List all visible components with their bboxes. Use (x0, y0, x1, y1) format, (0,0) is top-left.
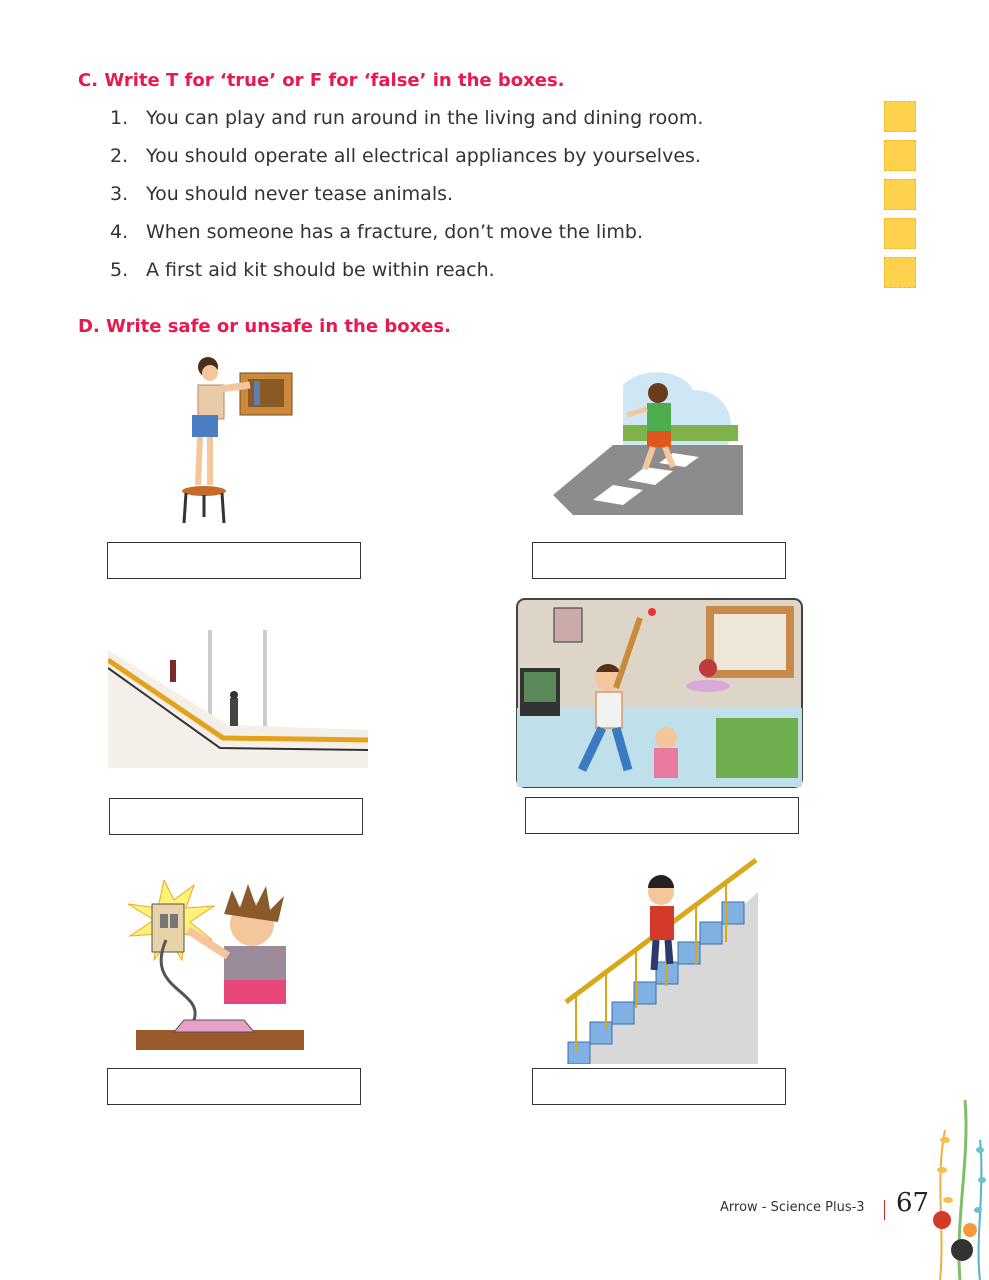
tf-answer-box-3[interactable] (884, 179, 916, 210)
statement-1 (110, 107, 703, 129)
statement-number: 1. (110, 107, 129, 129)
statement-text: You should never tease animals. (146, 183, 454, 205)
indoor-cricket-illustration (516, 598, 803, 788)
tf-answer-box-4[interactable] (884, 218, 916, 249)
statement-text: You should operate all electrical appliances by yourselves. (146, 145, 701, 167)
boy-on-stool-illustration (170, 355, 300, 527)
statement-4 (110, 221, 643, 243)
safety-answer-box-3[interactable] (109, 798, 363, 835)
section-d-heading: D. Write safe or unsafe in the boxes. (78, 316, 451, 337)
section-c-heading: C. Write T for ‘true’ or F for ‘false’ in the boxes. (78, 70, 565, 91)
statement-number: 5. (110, 259, 129, 281)
tf-answer-box-1[interactable] (884, 101, 916, 132)
tf-answer-box-5[interactable] (884, 257, 916, 288)
tf-answer-box-2[interactable] (884, 140, 916, 171)
statement-number: 3. (110, 183, 129, 205)
boy-on-stairs-illustration (556, 852, 758, 1064)
flower-decoration-icon (920, 1100, 989, 1280)
statement-number: 2. (110, 145, 129, 167)
safety-answer-box-1[interactable] (107, 542, 361, 579)
safety-answer-box-4[interactable] (525, 797, 799, 834)
page-number: 67 (896, 1188, 930, 1218)
safety-answer-box-2[interactable] (532, 542, 786, 579)
statement-text: You can play and run around in the living and dining room. (146, 107, 704, 129)
safety-answer-box-5[interactable] (107, 1068, 361, 1105)
footpath-illustration (108, 630, 368, 768)
statement-number: 4. (110, 221, 129, 243)
boy-zebra-crossing-illustration (553, 365, 743, 515)
safety-answer-box-6[interactable] (532, 1068, 786, 1105)
statement-text: A first aid kit should be within reach. (146, 259, 495, 281)
statement-5 (110, 259, 495, 281)
footer-divider (884, 1200, 885, 1220)
book-title: Arrow - Science Plus-3 (720, 1200, 865, 1215)
statement-text: When someone has a fracture, don’t move the limb. (146, 221, 644, 243)
electric-shock-illustration (124, 880, 324, 1050)
statement-2 (110, 145, 701, 167)
statement-3 (110, 183, 453, 205)
